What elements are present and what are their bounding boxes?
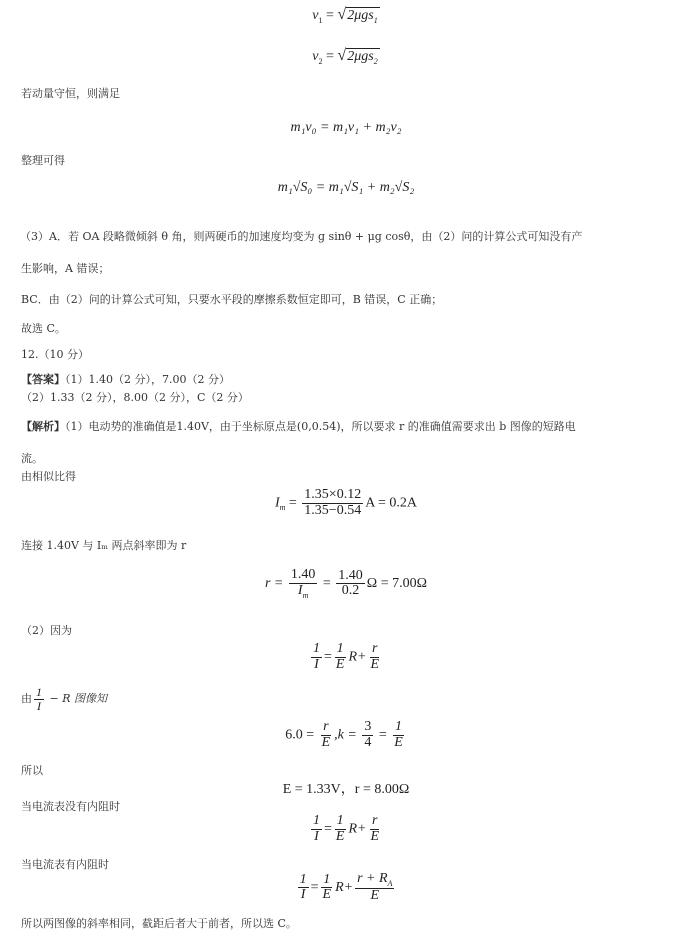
equation-sqrt-relation: m₁√S₀ = m₁√S₁ + m₂√S₂ xyxy=(277,180,415,195)
eq-mid: R+ xyxy=(335,880,354,896)
frac-num: 3 xyxy=(364,719,372,734)
den-var: I xyxy=(297,582,303,598)
frac-den: I xyxy=(300,887,306,903)
frac-den: 4 xyxy=(364,734,372,750)
equation-momentum: m₁v₀ = m₁v₁ + m₂v₂ xyxy=(290,120,402,135)
eq-radicand xyxy=(346,7,379,25)
fraction xyxy=(311,642,322,672)
eq-sub: m xyxy=(279,503,286,513)
fraction xyxy=(368,642,381,672)
frac-den: I xyxy=(314,656,319,672)
text-choose-c: 故选 C。 xyxy=(21,322,66,335)
frac-num: 1 xyxy=(336,813,344,828)
frac-den: E xyxy=(370,888,380,904)
eq-var: v xyxy=(312,49,319,64)
equation-inv-I-2: $\frac{1}{I}$ = $\frac{1}{E}$ R+ $\frac{r}{E}$ xyxy=(312,813,380,844)
frac-num: 1.40 xyxy=(338,567,363,583)
frac-num: 1.35×0.12 xyxy=(304,487,362,502)
frac-num: 1 xyxy=(299,871,307,887)
fraction xyxy=(321,873,334,903)
frac-den: I xyxy=(37,698,41,713)
equation-inv-I-1: $\frac{1}{I}$ = $\frac{1}{E}$ R+ $\frac{r}{E}$ xyxy=(312,641,380,672)
frac-num: r xyxy=(372,813,378,828)
eq-sub: 2 xyxy=(318,56,323,66)
eq-rad-text: 2μgs xyxy=(347,8,374,23)
analysis-line-2: 流。 xyxy=(21,452,43,465)
eq-sign: = xyxy=(322,8,338,23)
fraction xyxy=(311,814,322,844)
sqrt-icon: √ xyxy=(337,47,347,64)
answer-label: 【答案】 xyxy=(21,373,65,386)
fraction xyxy=(320,720,333,750)
eq-sub: 1 xyxy=(373,15,378,25)
frac-num: 1 xyxy=(336,641,344,656)
fraction xyxy=(368,814,381,844)
eq-rhs: Ω = 7.00Ω xyxy=(366,576,428,592)
eq-rhs: A = 0.2A xyxy=(365,495,418,511)
eq-sub: m xyxy=(302,590,309,600)
analysis-text-1: （1）电动势的准确值是1.40V，由于坐标原点是(0,0.54)，所以要求 r 的准确值需要求出 b 图像的短路电 xyxy=(65,420,576,433)
sqrt-icon: √ xyxy=(337,6,347,23)
text-part2-because: （2）因为 xyxy=(21,624,72,637)
frac-num: r xyxy=(323,719,329,734)
frac-den: 0.2 xyxy=(341,583,360,599)
analysis-line-1 xyxy=(21,418,576,434)
eq-mid: ,k = xyxy=(334,727,361,743)
text-by-similarity: 由相似比得 xyxy=(21,470,76,483)
frac-num: 1.40 xyxy=(290,567,316,582)
eq-radicand xyxy=(346,48,379,66)
question-12-header: 12.（10 分） xyxy=(21,348,89,361)
frac-den: 1.35−0.54 xyxy=(304,502,362,518)
equation-v1 xyxy=(0,6,692,25)
text-connect: 连接 1.40V 与 Iₘ 两点斜率即为 r xyxy=(21,539,187,552)
text-post: − R 图像知 xyxy=(46,692,107,706)
fraction xyxy=(336,569,365,599)
equation-r: r = $\frac{1.40}{I_m}$ = $\frac{1.40}{0.2}$ Ω = 7.00Ω xyxy=(264,567,428,600)
frac-num: 1 xyxy=(323,871,331,887)
answer-text-1: （1）1.40（2 分），7.00（2 分） xyxy=(65,373,230,386)
equation-k xyxy=(0,720,692,750)
equation-Im: $I_m$ = $\frac{1.35\times 0.12}{1.35-0.54}$ A = 0.2A xyxy=(274,487,418,518)
frac-den: E xyxy=(370,828,380,844)
text-part3-line1: （3）A．若 OA 段略微倾斜 θ 角，则两硬币的加速度均变为 g sinθ + μg cosθ，由（2）问的计算公式可知没有产 xyxy=(20,230,583,243)
eq-var: v xyxy=(312,8,319,23)
eq-rad-text: 2μgs xyxy=(347,49,374,64)
frac-den: E xyxy=(322,887,332,903)
fraction xyxy=(355,872,394,904)
text-part3-bc: BC．由（2）问的计算公式可知，只要水平段的摩擦系数恒定即可，B 错误，C 正确； xyxy=(21,293,443,306)
frac-num xyxy=(355,872,394,889)
eq-sign: = xyxy=(322,49,338,64)
frac-den: E xyxy=(335,656,345,672)
eq-sub: 2 xyxy=(373,56,378,66)
eq-sign: = xyxy=(375,727,391,743)
frac-num: r xyxy=(372,641,378,656)
answer-line-1 xyxy=(21,371,230,387)
answer-line-2: （2）1.33（2 分），8.00（2 分），C（2 分） xyxy=(21,391,249,404)
analysis-label: 【解析】 xyxy=(21,420,65,433)
eq-var: r = xyxy=(264,576,287,592)
fraction xyxy=(302,488,363,518)
fraction xyxy=(392,720,405,750)
frac-den xyxy=(296,584,310,600)
frac-num: 1 xyxy=(312,813,320,828)
eq-sub: 1 xyxy=(318,15,323,25)
fraction xyxy=(289,568,318,600)
text-part3-line2: 生影响，A 错误； xyxy=(21,262,110,275)
fraction xyxy=(334,814,347,844)
text-conclusion: 所以两图像的斜率相同，截距后者大于前者，所以选 C。 xyxy=(21,917,297,930)
equation-v2 xyxy=(0,47,692,66)
eq-pre: 6.0 = xyxy=(285,727,318,743)
fraction xyxy=(362,720,373,750)
fraction xyxy=(334,642,347,672)
text-therefore: 所以 xyxy=(21,764,43,777)
eq-sub: A xyxy=(387,878,393,888)
frac-den: E xyxy=(321,734,331,750)
equation-inv-I-3: $\frac{1}{I}$ = $\frac{1}{E}$ R+ $\frac{r + R_A}{E}$ xyxy=(299,871,393,904)
text-no-internal: 当电流表没有内阻时 xyxy=(21,800,120,813)
eq-mid: R+ xyxy=(348,649,367,665)
frac-den: E xyxy=(394,734,403,750)
fraction xyxy=(298,873,309,903)
text-with-internal: 当电流表有内阻时 xyxy=(21,858,109,871)
eq-var: I xyxy=(274,495,280,511)
eq-mid: R+ xyxy=(348,821,367,837)
text-from-graph xyxy=(21,686,107,712)
frac-den: I xyxy=(314,828,319,844)
num-text: r + R xyxy=(357,871,388,886)
text-pre: 由 xyxy=(21,692,32,706)
frac-num: 1 xyxy=(36,685,42,699)
text-momentum-conserved: 若动量守恒，则满足 xyxy=(21,87,120,100)
equation-E-r-result: E = 1.33V，r = 8.00Ω xyxy=(282,782,410,797)
frac-num: 1 xyxy=(312,641,320,656)
frac-num: 1 xyxy=(395,719,403,734)
frac-den: E xyxy=(335,828,345,844)
text-simplify: 整理可得 xyxy=(21,154,65,167)
fraction xyxy=(34,686,44,712)
frac-den: E xyxy=(370,656,380,672)
